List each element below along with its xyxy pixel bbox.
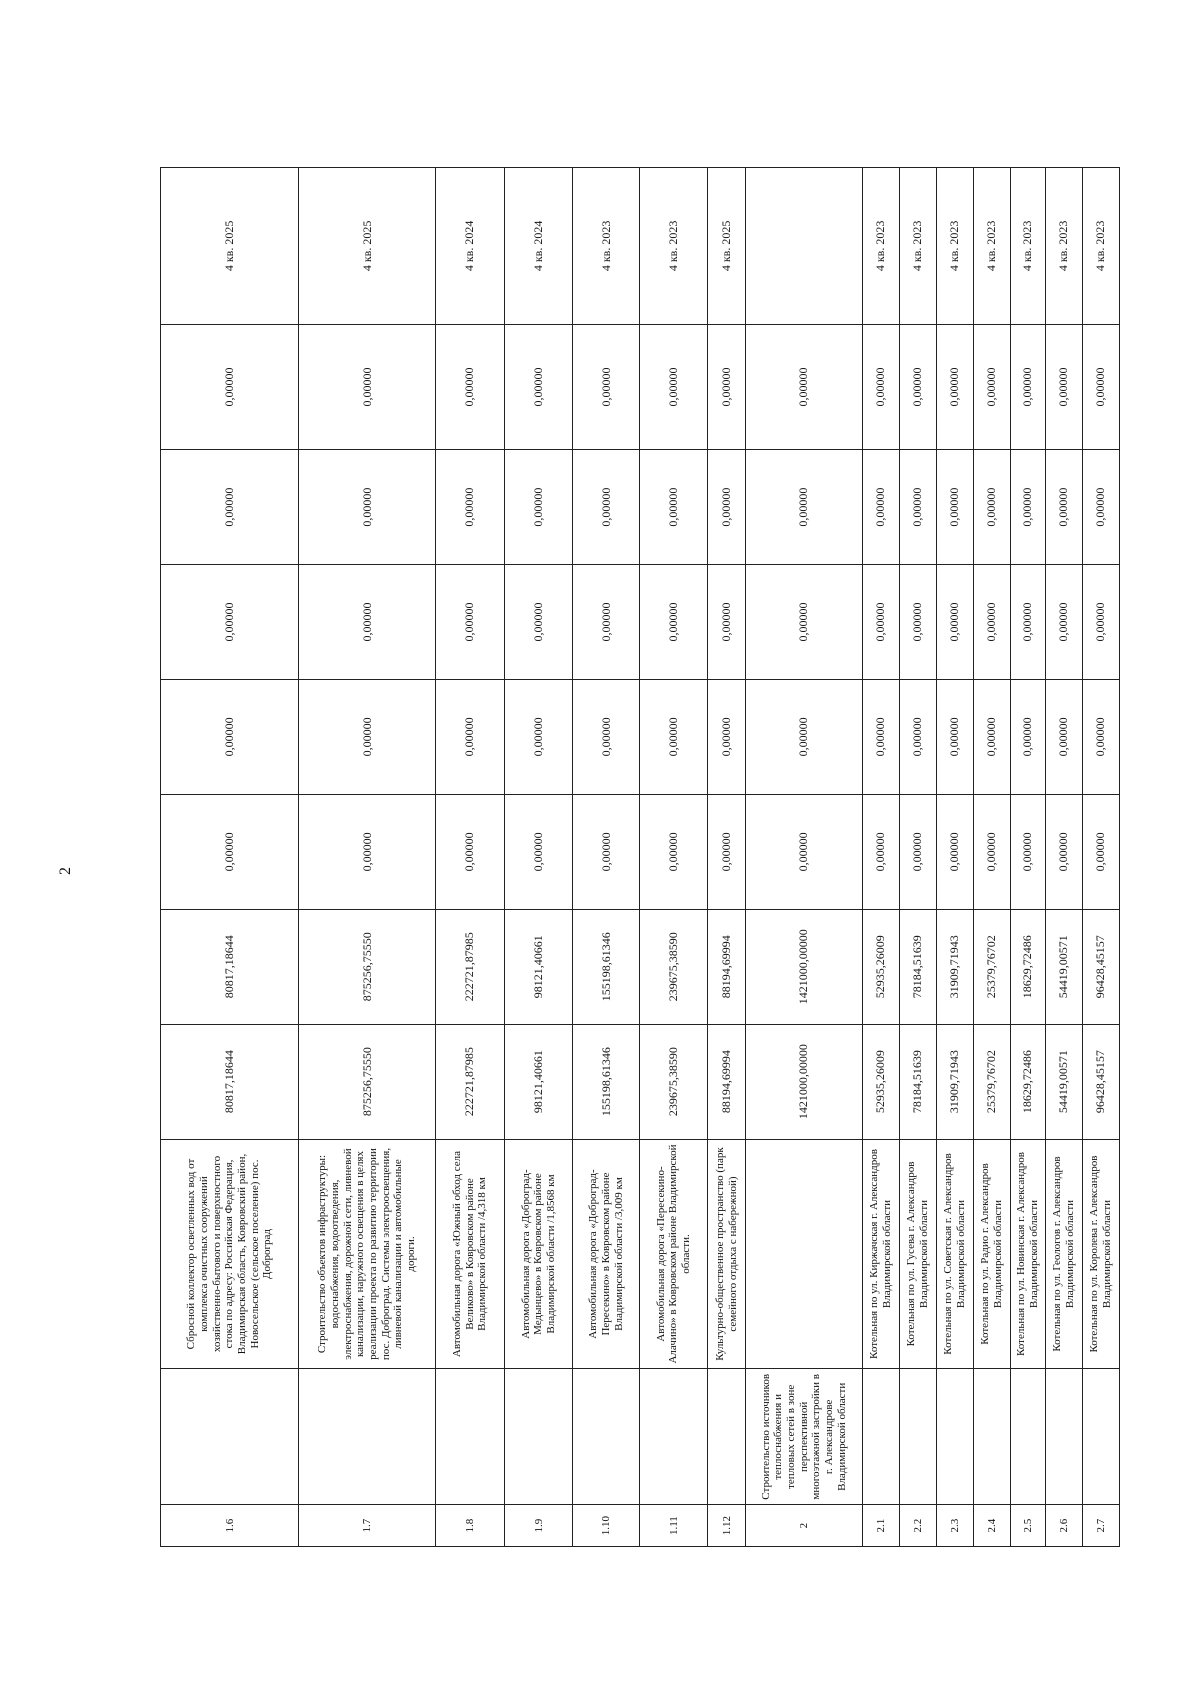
value-cell-3: 0,00000 xyxy=(640,794,708,909)
value-cell-6: 0,00000 xyxy=(435,450,505,565)
value-cell-4: 0,00000 xyxy=(435,679,505,794)
total-value-cell: 88194,69994 xyxy=(708,1024,746,1139)
total-value-cell: 78184,51639 xyxy=(899,1024,936,1139)
value-cell-8: 0,00000 xyxy=(572,324,640,449)
row-number-cell: 1.10 xyxy=(572,1505,640,1547)
section-cell xyxy=(572,1369,640,1505)
table-row xyxy=(1082,168,1119,1547)
federal-value-cell: 155198,61346 xyxy=(572,909,640,1024)
value-cell-8: 0,00000 xyxy=(1045,324,1082,449)
deadline-cell: 4 кв. 2023 xyxy=(1045,168,1082,325)
deadline-cell: 4 кв. 2023 xyxy=(973,168,1010,325)
value-cell-5: 0,00000 xyxy=(299,565,435,680)
value-cell-6: 0,00000 xyxy=(640,450,708,565)
value-cell-4: 0,00000 xyxy=(1045,679,1082,794)
value-cell-4: 0,00000 xyxy=(746,679,863,794)
section-cell xyxy=(708,1369,746,1505)
value-cell-3: 0,00000 xyxy=(862,794,899,909)
object-name-cell: Автомобильная дорога «Южный обход села Великово» в Ковровском районе Владимирской области /4,318 км xyxy=(435,1139,505,1369)
value-cell-6: 0,00000 xyxy=(746,450,863,565)
value-cell-6: 0,00000 xyxy=(1082,450,1119,565)
object-name-cell: Котельная по ул. Королева г. Александров Владимирской области xyxy=(1082,1139,1119,1369)
total-value-cell: 96428,45157 xyxy=(1082,1024,1119,1139)
federal-value-cell: 88194,69994 xyxy=(708,909,746,1024)
value-cell-8: 0,00000 xyxy=(862,324,899,449)
value-cell-8: 0,00000 xyxy=(973,324,1010,449)
deadline-cell: 4 кв. 2025 xyxy=(299,168,435,325)
total-value-cell: 18629,72486 xyxy=(1010,1024,1045,1139)
deadline-cell xyxy=(746,168,863,325)
deadline-cell: 4 кв. 2023 xyxy=(862,168,899,325)
deadline-cell: 4 кв. 2023 xyxy=(899,168,936,325)
value-cell-3: 0,00000 xyxy=(572,794,640,909)
value-cell-8: 0,00000 xyxy=(1010,324,1045,449)
object-name-cell: Культурно-общественное пространство (парк семейного отдыха с набережной) xyxy=(708,1139,746,1369)
table-row xyxy=(505,168,573,1547)
value-cell-8: 0,00000 xyxy=(435,324,505,449)
total-value-cell: 1421000,00000 xyxy=(746,1024,863,1139)
row-number-cell: 2.1 xyxy=(862,1505,899,1547)
value-cell-4: 0,00000 xyxy=(505,679,573,794)
deadline-cell: 4 кв. 2023 xyxy=(640,168,708,325)
federal-value-cell: 1421000,00000 xyxy=(746,909,863,1024)
table-row xyxy=(936,168,973,1547)
section-cell xyxy=(973,1369,1010,1505)
value-cell-5: 0,00000 xyxy=(973,565,1010,680)
table-row xyxy=(708,168,746,1547)
federal-value-cell: 239675,38590 xyxy=(640,909,708,1024)
row-number-cell: 2.2 xyxy=(899,1505,936,1547)
deadline-cell: 4 кв. 2024 xyxy=(435,168,505,325)
value-cell-8: 0,00000 xyxy=(708,324,746,449)
federal-value-cell: 875256,75550 xyxy=(299,909,435,1024)
federal-value-cell: 25379,76702 xyxy=(973,909,1010,1024)
table-row xyxy=(973,168,1010,1547)
value-cell-3: 0,00000 xyxy=(505,794,573,909)
section-cell xyxy=(505,1369,573,1505)
value-cell-8: 0,00000 xyxy=(936,324,973,449)
value-cell-5: 0,00000 xyxy=(862,565,899,680)
value-cell-5: 0,00000 xyxy=(161,565,299,680)
federal-value-cell: 96428,45157 xyxy=(1082,909,1119,1024)
row-number-cell: 1.11 xyxy=(640,1505,708,1547)
object-name-cell: Котельная по ул. Новинская г. Александров Владимирской области xyxy=(1010,1139,1045,1369)
section-cell xyxy=(1045,1369,1082,1505)
section-cell xyxy=(862,1369,899,1505)
value-cell-4: 0,00000 xyxy=(1082,679,1119,794)
object-name-cell: Автомобильная дорога «Доброград-Пересекино» в Ковровском районе Владимирской области /3,009 км xyxy=(572,1139,640,1369)
total-value-cell: 54419,00571 xyxy=(1045,1024,1082,1139)
object-name-cell: Автомобильная дорога «Доброград-Медынцево» в Ковровском районе Владимирской области /1,8568 км xyxy=(505,1139,573,1369)
value-cell-4: 0,00000 xyxy=(161,679,299,794)
section-cell xyxy=(299,1369,435,1505)
value-cell-4: 0,00000 xyxy=(936,679,973,794)
total-value-cell: 875256,75550 xyxy=(299,1024,435,1139)
object-name-cell: Сбросной коллектор осветленных вод от комплекса очистных сооружений хозяйственно-бытового и поверхностного стока по адресу: Российская Федерация, Владимирская область, Ковровский район, Новосельское (сельское поселение) пос. Доброград xyxy=(161,1139,299,1369)
section-cell xyxy=(435,1369,505,1505)
value-cell-6: 0,00000 xyxy=(1010,450,1045,565)
deadline-cell: 4 кв. 2023 xyxy=(1010,168,1045,325)
value-cell-3: 0,00000 xyxy=(1082,794,1119,909)
total-value-cell: 52935,26009 xyxy=(862,1024,899,1139)
value-cell-6: 0,00000 xyxy=(973,450,1010,565)
investment-table xyxy=(160,167,1120,1547)
value-cell-4: 0,00000 xyxy=(862,679,899,794)
total-value-cell: 239675,38590 xyxy=(640,1024,708,1139)
object-name-cell: Автомобильная дорога «Пересекино-Алачино» в Ковровском районе Владимирской области. xyxy=(640,1139,708,1369)
object-name-cell xyxy=(746,1139,863,1369)
value-cell-4: 0,00000 xyxy=(299,679,435,794)
object-name-cell: Котельная по ул. Советская г. Александров Владимирской области xyxy=(936,1139,973,1369)
row-number-cell: 2.6 xyxy=(1045,1505,1082,1547)
table-row xyxy=(899,168,936,1547)
value-cell-5: 0,00000 xyxy=(1082,565,1119,680)
deadline-cell: 4 кв. 2023 xyxy=(1082,168,1119,325)
value-cell-5: 0,00000 xyxy=(640,565,708,680)
table-row xyxy=(435,168,505,1547)
total-value-cell: 222721,87985 xyxy=(435,1024,505,1139)
object-name-cell: Котельная по ул. Радио г. Александров Владимирской области xyxy=(973,1139,1010,1369)
table-row xyxy=(746,168,863,1547)
value-cell-4: 0,00000 xyxy=(973,679,1010,794)
section-cell xyxy=(161,1369,299,1505)
row-number-cell: 2.4 xyxy=(973,1505,1010,1547)
value-cell-6: 0,00000 xyxy=(708,450,746,565)
total-value-cell: 31909,71943 xyxy=(936,1024,973,1139)
value-cell-8: 0,00000 xyxy=(899,324,936,449)
table-row xyxy=(299,168,435,1547)
value-cell-8: 0,00000 xyxy=(299,324,435,449)
deadline-cell: 4 кв. 2024 xyxy=(505,168,573,325)
table-row xyxy=(1045,168,1082,1547)
value-cell-3: 0,00000 xyxy=(708,794,746,909)
table-row xyxy=(640,168,708,1547)
value-cell-5: 0,00000 xyxy=(708,565,746,680)
value-cell-5: 0,00000 xyxy=(936,565,973,680)
value-cell-4: 0,00000 xyxy=(899,679,936,794)
value-cell-6: 0,00000 xyxy=(936,450,973,565)
section-cell xyxy=(1010,1369,1045,1505)
value-cell-3: 0,00000 xyxy=(936,794,973,909)
table-row xyxy=(862,168,899,1547)
row-number-cell: 1.9 xyxy=(505,1505,573,1547)
federal-value-cell: 31909,71943 xyxy=(936,909,973,1024)
deadline-cell: 4 кв. 2023 xyxy=(936,168,973,325)
value-cell-3: 0,00000 xyxy=(1010,794,1045,909)
federal-value-cell: 18629,72486 xyxy=(1010,909,1045,1024)
table-row xyxy=(572,168,640,1547)
value-cell-5: 0,00000 xyxy=(746,565,863,680)
value-cell-6: 0,00000 xyxy=(1045,450,1082,565)
deadline-cell: 4 кв. 2025 xyxy=(708,168,746,325)
value-cell-5: 0,00000 xyxy=(572,565,640,680)
value-cell-6: 0,00000 xyxy=(505,450,573,565)
value-cell-3: 0,00000 xyxy=(899,794,936,909)
section-cell xyxy=(1082,1369,1119,1505)
total-value-cell: 98121,40661 xyxy=(505,1024,573,1139)
object-name-cell: Котельная по ул. Гусева г. Александров Владимирской области xyxy=(899,1139,936,1369)
value-cell-3: 0,00000 xyxy=(973,794,1010,909)
row-number-cell: 1.6 xyxy=(161,1505,299,1547)
value-cell-8: 0,00000 xyxy=(640,324,708,449)
value-cell-4: 0,00000 xyxy=(572,679,640,794)
value-cell-5: 0,00000 xyxy=(899,565,936,680)
value-cell-5: 0,00000 xyxy=(505,565,573,680)
value-cell-3: 0,00000 xyxy=(1045,794,1082,909)
federal-value-cell: 80817,18644 xyxy=(161,909,299,1024)
value-cell-6: 0,00000 xyxy=(572,450,640,565)
federal-value-cell: 98121,40661 xyxy=(505,909,573,1024)
value-cell-3: 0,00000 xyxy=(161,794,299,909)
value-cell-5: 0,00000 xyxy=(1045,565,1082,680)
row-number-cell: 2 xyxy=(746,1505,863,1547)
value-cell-6: 0,00000 xyxy=(161,450,299,565)
total-value-cell: 25379,76702 xyxy=(973,1024,1010,1139)
row-number-cell: 2.3 xyxy=(936,1505,973,1547)
section-cell xyxy=(640,1369,708,1505)
row-number-cell: 2.5 xyxy=(1010,1505,1045,1547)
total-value-cell: 155198,61346 xyxy=(572,1024,640,1139)
value-cell-6: 0,00000 xyxy=(899,450,936,565)
deadline-cell: 4 кв. 2023 xyxy=(572,168,640,325)
total-value-cell: 80817,18644 xyxy=(161,1024,299,1139)
value-cell-3: 0,00000 xyxy=(299,794,435,909)
object-name-cell: Котельная по ул. Геологов г. Александров Владимирской области xyxy=(1045,1139,1082,1369)
value-cell-5: 0,00000 xyxy=(435,565,505,680)
value-cell-8: 0,00000 xyxy=(746,324,863,449)
page-number: 2 xyxy=(57,867,74,875)
value-cell-8: 0,00000 xyxy=(505,324,573,449)
row-number-cell: 1.7 xyxy=(299,1505,435,1547)
value-cell-4: 0,00000 xyxy=(640,679,708,794)
table-row xyxy=(161,168,299,1547)
value-cell-5: 0,00000 xyxy=(1010,565,1045,680)
rotated-table-inner xyxy=(160,167,1120,1547)
federal-value-cell: 52935,26009 xyxy=(862,909,899,1024)
section-cell: Строительство источников теплоснабжения и тепловых сетей в зоне перспективной многоэтажной застройки в г. Александрове Владимирской области xyxy=(746,1369,863,1505)
value-cell-4: 0,00000 xyxy=(1010,679,1045,794)
value-cell-8: 0,00000 xyxy=(1082,324,1119,449)
federal-value-cell: 78184,51639 xyxy=(899,909,936,1024)
value-cell-6: 0,00000 xyxy=(299,450,435,565)
rotated-table-frame xyxy=(160,167,1120,1547)
row-number-cell: 1.8 xyxy=(435,1505,505,1547)
section-cell xyxy=(899,1369,936,1505)
value-cell-8: 0,00000 xyxy=(161,324,299,449)
deadline-cell: 4 кв. 2025 xyxy=(161,168,299,325)
row-number-cell: 1.12 xyxy=(708,1505,746,1547)
object-name-cell: Котельная по ул. Киржачская г. Александров Владимирской области xyxy=(862,1139,899,1369)
value-cell-3: 0,00000 xyxy=(746,794,863,909)
object-name-cell: Строительство объектов инфраструктуры: водоснабжения, водоотведения, электроснабжения, дорожной сети, ливневой канализации, наружного освещения в целях реализации проекта по развитию территории пос. Доброград. Системы электроосвещения, ливневой канализации и автомобильные дороги. xyxy=(299,1139,435,1369)
table-row xyxy=(1010,168,1045,1547)
value-cell-6: 0,00000 xyxy=(862,450,899,565)
value-cell-4: 0,00000 xyxy=(708,679,746,794)
section-cell xyxy=(936,1369,973,1505)
federal-value-cell: 54419,00571 xyxy=(1045,909,1082,1024)
value-cell-3: 0,00000 xyxy=(435,794,505,909)
federal-value-cell: 222721,87985 xyxy=(435,909,505,1024)
row-number-cell: 2.7 xyxy=(1082,1505,1119,1547)
